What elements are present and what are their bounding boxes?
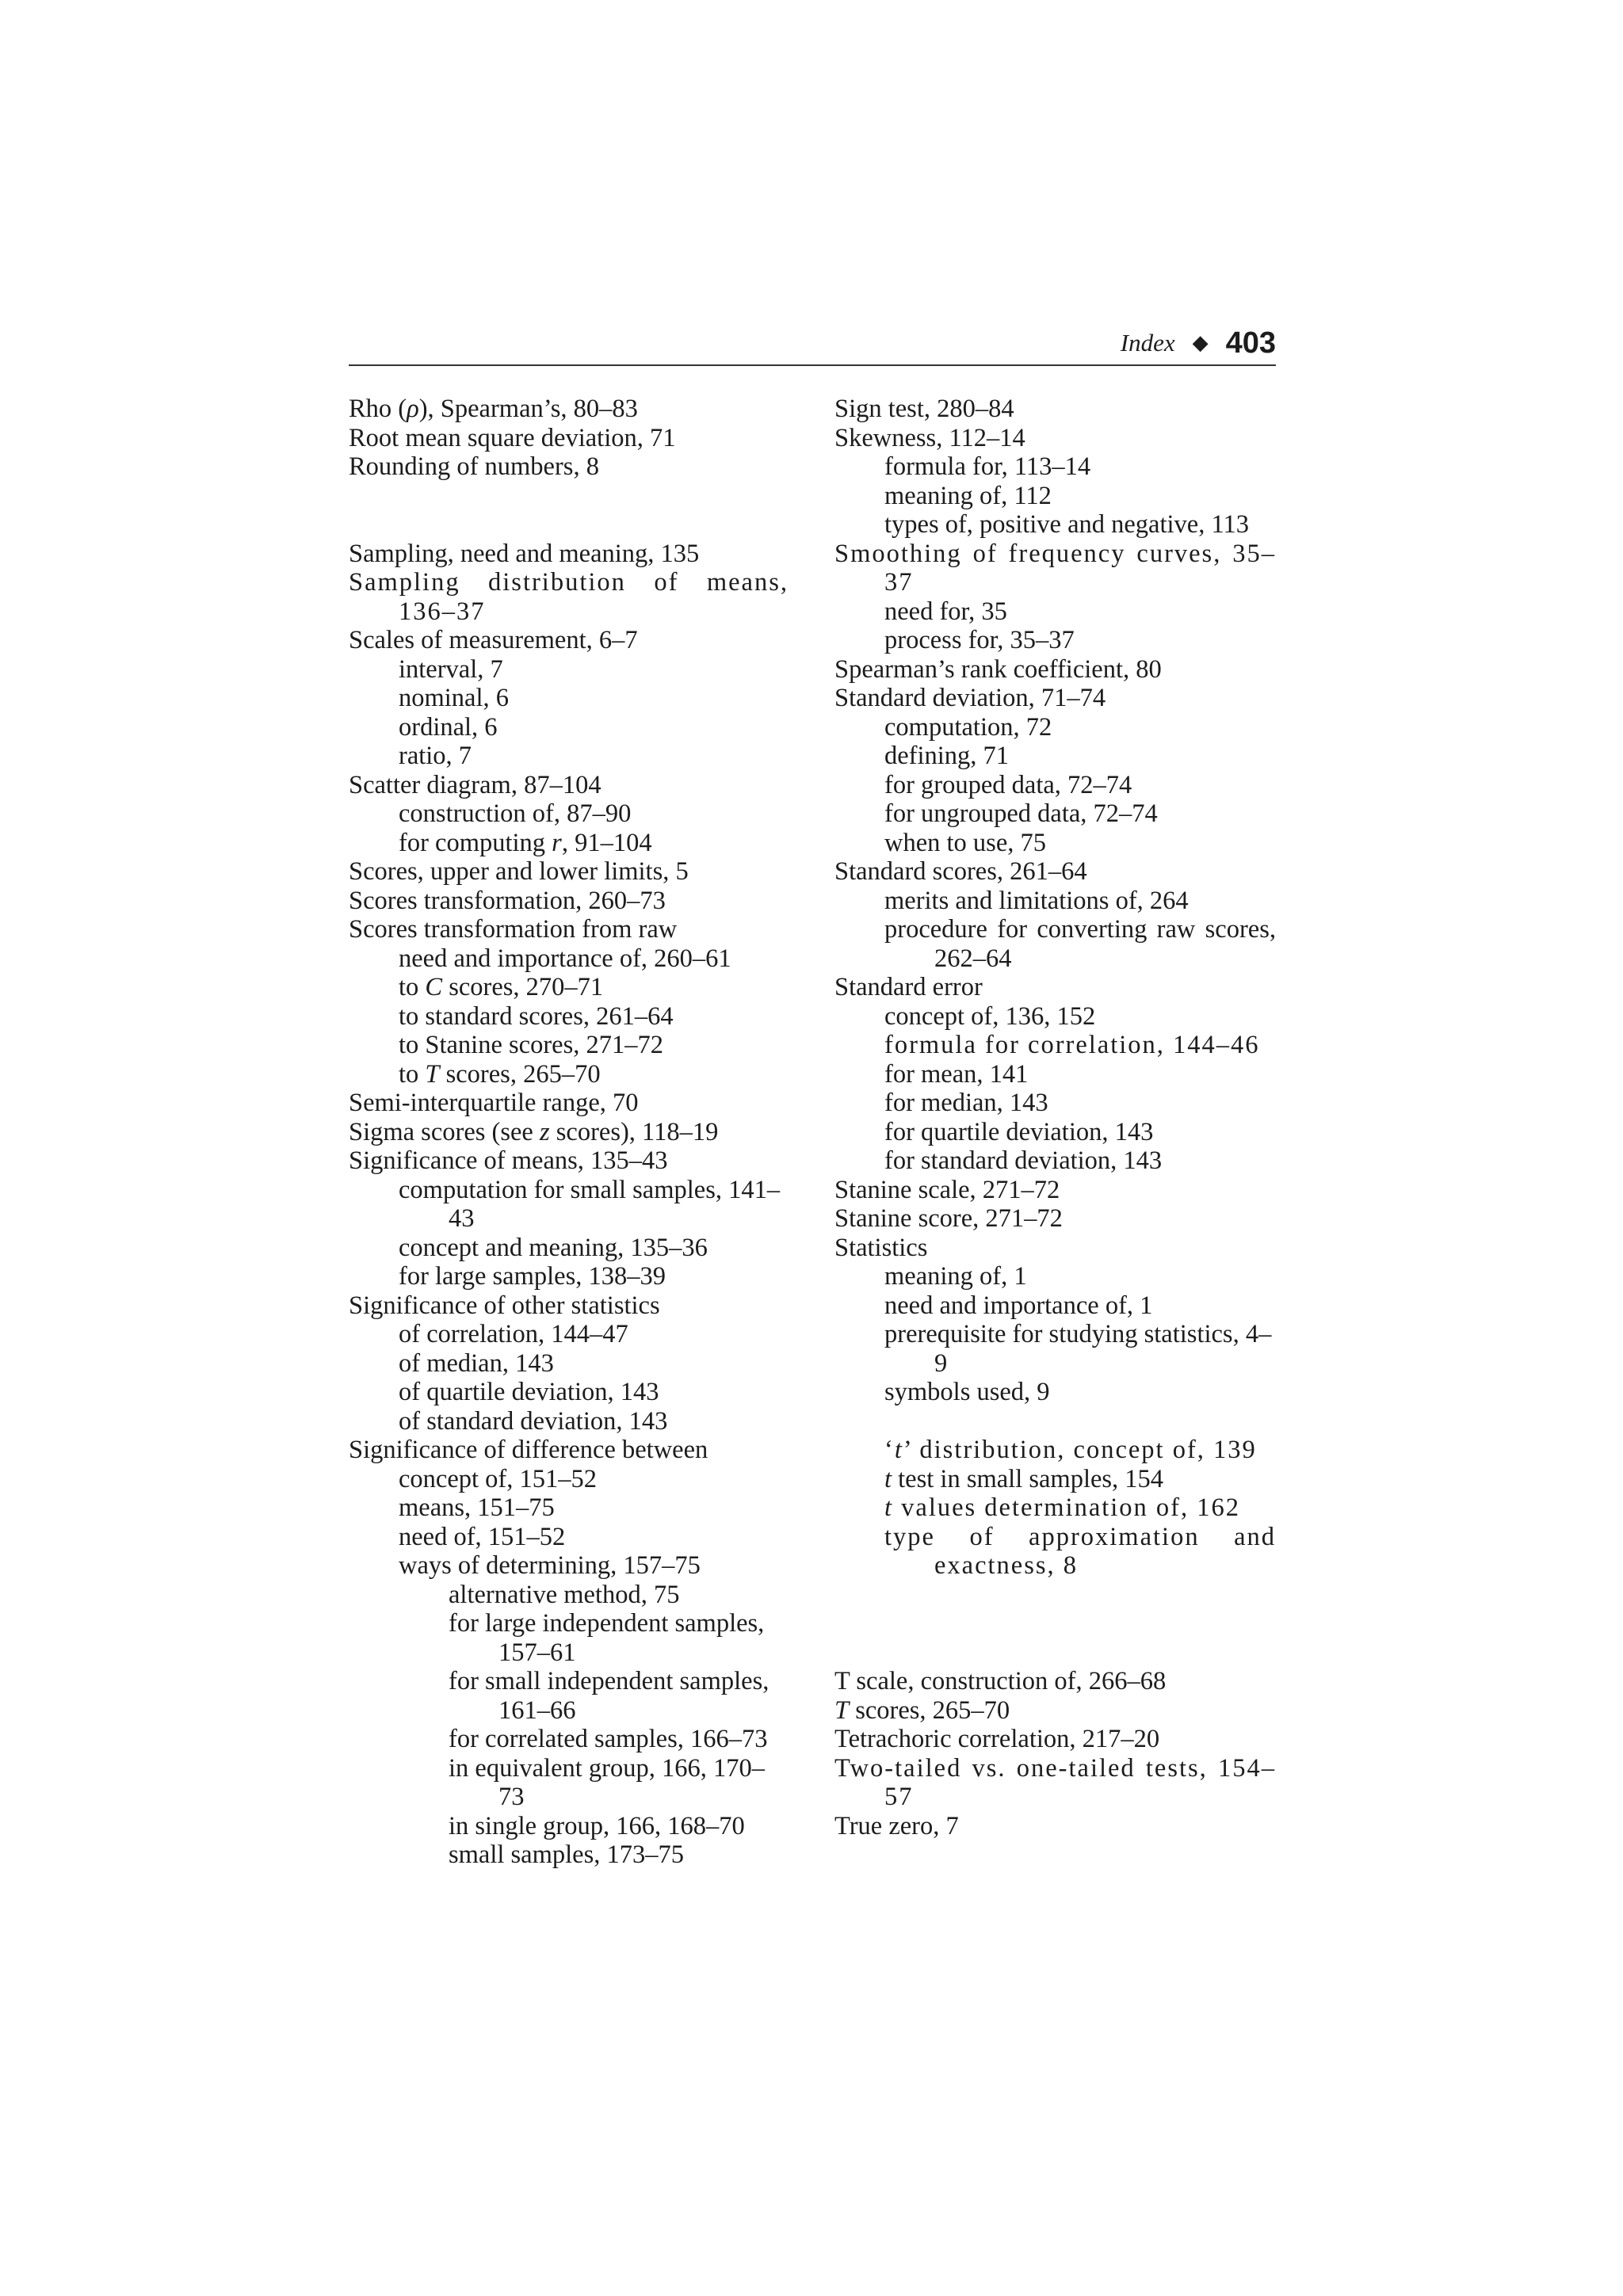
index-subentry: need and importance of, 1 (884, 1291, 1153, 1320)
index-subentry: concept of, 136, 152 (884, 1001, 1096, 1031)
entry-text: to (399, 1059, 426, 1089)
index-subentry: ratio, 7 (399, 742, 472, 770)
index-subentry: to standard scores, 261–64 (399, 1001, 674, 1031)
index-subentry: small samples, 173–75 (449, 1840, 684, 1869)
index-entry: Sampling, need and meaning, 135 (349, 539, 700, 568)
entry-text: ’ distribution, concept of, 139 (903, 1436, 1257, 1464)
index-subentry: for ungrouped data, 72–74 (884, 799, 1158, 828)
index-subentry: merits and limitations of, 264 (884, 886, 1189, 915)
index-subentry: for median, 143 (884, 1089, 1048, 1117)
index-subentry: for mean, 141 (884, 1059, 1029, 1089)
index-entry: Statistics (834, 1233, 928, 1262)
italic-term: r (552, 828, 562, 857)
index-entry: Significance of means, 135–43 (349, 1146, 668, 1175)
section-spacer (349, 482, 789, 540)
header-label: Index (1120, 329, 1175, 357)
index-subentry: defining, 71 (884, 742, 1010, 770)
index-entry: Sign test, 280–84 (834, 395, 1014, 423)
index-subentry: concept and meaning, 135–36 (399, 1233, 708, 1262)
entry-text: Rho ( (349, 395, 407, 423)
index-subentry: types of, positive and negative, 113 (884, 510, 1250, 539)
index-subentry: computation, 72 (884, 712, 1052, 742)
index-subentry: need of, 151–52 (399, 1522, 566, 1551)
index-entry: True zero, 7 (834, 1811, 959, 1840)
index-subentry (834, 1465, 1276, 1494)
index-subentry (834, 1493, 1276, 1523)
index-entry: Standard error (834, 973, 983, 1001)
index-subentry: prerequisite for studying statistics, 4–9 (884, 1320, 1272, 1378)
index-entry: Scatter diagram, 87–104 (349, 770, 601, 799)
index-entry (834, 1696, 1276, 1726)
index-subentry: for standard deviation, 143 (884, 1146, 1163, 1175)
index-subentry: in equivalent group, 166, 170–73 (449, 1753, 765, 1811)
italic-term: t (894, 1436, 903, 1464)
index-entry: Standard deviation, 71–74 (834, 684, 1106, 712)
entry-text: scores, 265–70 (849, 1695, 1010, 1725)
index-entry: Scores transformation from raw (349, 915, 678, 944)
index-entry: Rounding of numbers, 8 (349, 452, 599, 481)
italic-term: z (539, 1117, 550, 1146)
italic-term: C (425, 973, 443, 1001)
index-subentry: ways of determining, 157–75 (399, 1551, 701, 1580)
index-entry: Significance of difference between (349, 1436, 708, 1464)
italic-term: t (884, 1464, 892, 1493)
entry-text: , 91–104 (561, 828, 652, 857)
italic-term: ρ (407, 395, 419, 423)
diamond-icon: ◆ (1192, 331, 1209, 355)
index-subentry: for small independent samples, 161–66 (449, 1667, 769, 1725)
header-right (1121, 325, 1276, 361)
index-subentry: process for, 35–37 (884, 626, 1075, 654)
index-subentry (834, 1436, 1276, 1465)
index-subentry: procedure for converting raw scores, 262–64 (884, 915, 1276, 973)
index-subentry: formula for correlation, 144–46 (884, 1031, 1260, 1059)
index-column-right (834, 395, 1276, 1840)
index-subentry (349, 829, 789, 858)
entry-text: Sigma scores (see (349, 1117, 540, 1146)
index-entry: Semi-interquartile range, 70 (349, 1089, 639, 1117)
index-entry: Scales of measurement, 6–7 (349, 626, 638, 654)
index-subentry: in single group, 166, 168–70 (449, 1811, 745, 1840)
index-subentry: symbols used, 9 (884, 1378, 1050, 1406)
index-entry: Skewness, 112–14 (834, 423, 1025, 452)
index-subentry: for grouped data, 72–74 (884, 770, 1132, 799)
section-spacer (834, 1581, 1276, 1668)
index-entry (349, 1118, 789, 1147)
section-spacer (834, 1407, 1276, 1436)
index-subentry: of standard deviation, 143 (399, 1406, 668, 1436)
index-subentry (349, 1060, 789, 1089)
index-entry: Tetrachoric correlation, 217–20 (834, 1725, 1160, 1753)
index-entry: Smoothing of frequency curves, 35–37 (834, 539, 1276, 597)
italic-term: t (884, 1493, 894, 1522)
index-subentry: of quartile deviation, 143 (399, 1378, 659, 1406)
index-entry: Spearman’s rank coefficient, 80 (834, 654, 1162, 684)
index-column-left (349, 395, 789, 1870)
index-subentry: ordinal, 6 (399, 712, 498, 742)
index-entry: Scores transformation, 260–73 (349, 886, 666, 915)
entry-text: scores), 118–19 (549, 1117, 719, 1146)
index-entry: Significance of other statistics (349, 1291, 660, 1320)
index-subentry: for large samples, 138–39 (399, 1262, 666, 1291)
index-entry: Sampling distribution of means, 136–37 (349, 568, 789, 626)
index-subentry: of median, 143 (399, 1348, 554, 1378)
index-subentry (349, 973, 789, 1002)
index-subentry: need for, 35 (884, 597, 1007, 626)
index-entry: Standard scores, 261–64 (834, 857, 1087, 886)
index-subentry: meaning of, 1 (884, 1262, 1027, 1291)
italic-term: T (425, 1059, 440, 1089)
entry-text: scores, 270–71 (442, 973, 604, 1001)
index-subentry: interval, 7 (399, 654, 503, 684)
index-subentry: of correlation, 144–47 (399, 1320, 628, 1348)
index-subentry: concept of, 151–52 (399, 1464, 598, 1493)
entry-text: scores, 265–70 (439, 1059, 601, 1089)
entry-text: ), Spearman’s, 80–83 (418, 395, 638, 423)
index-entry: T scale, construction of, 266–68 (834, 1667, 1167, 1695)
index-subentry: formula for, 113–14 (884, 452, 1091, 481)
index-subentry: for large independent samples, 157–61 (449, 1609, 765, 1667)
index-subentry: nominal, 6 (399, 684, 510, 712)
index-subentry: for correlated samples, 166–73 (449, 1725, 768, 1753)
index-subentry: means, 151–75 (399, 1493, 555, 1522)
index-subentry: alternative method, 75 (449, 1580, 680, 1609)
index-subentry: when to use, 75 (884, 828, 1046, 857)
index-entry (349, 395, 789, 424)
index-entry: Root mean square deviation, 71 (349, 423, 676, 452)
index-entry: Two-tailed vs. one-tailed tests, 154–57 (834, 1753, 1276, 1811)
entry-text: for computing (399, 828, 552, 857)
entry-text: ‘ (884, 1436, 895, 1464)
index-subentry: type of approximation and exactness, 8 (884, 1522, 1276, 1580)
index-entry: Stanine score, 271–72 (834, 1204, 1063, 1233)
running-header (349, 325, 1276, 366)
index-subentry: construction of, 87–90 (399, 799, 632, 828)
entry-text: values determination of, 162 (893, 1493, 1241, 1522)
index-entry: Scores, upper and lower limits, 5 (349, 857, 689, 886)
index-subentry: to Stanine scores, 271–72 (399, 1031, 663, 1059)
index-entry: Stanine scale, 271–72 (834, 1175, 1060, 1204)
index-subentry: computation for small samples, 141–43 (399, 1175, 781, 1233)
entry-text: test in small samples, 154 (892, 1464, 1164, 1493)
index-subentry: need and importance of, 260–61 (399, 944, 731, 973)
page-number: 403 (1225, 326, 1276, 360)
index-subentry: for quartile deviation, 143 (884, 1117, 1154, 1146)
entry-text: to (399, 973, 426, 1001)
italic-term: T (834, 1695, 850, 1725)
index-subentry: meaning of, 112 (884, 481, 1052, 510)
